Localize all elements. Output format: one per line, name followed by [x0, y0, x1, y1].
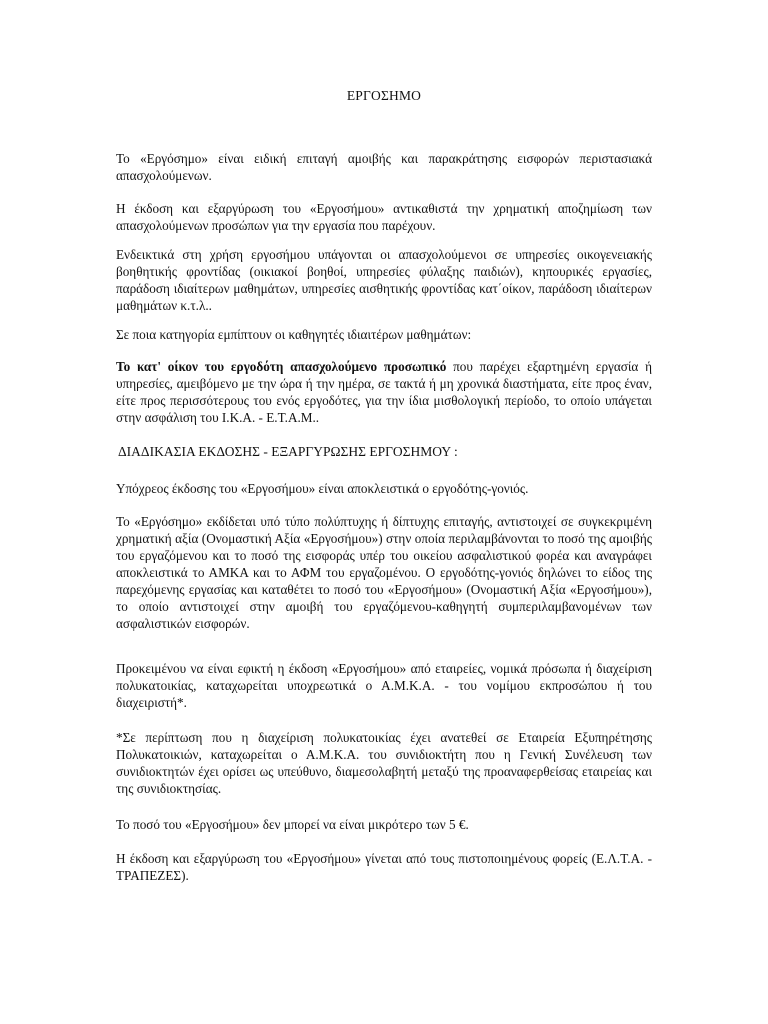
- paragraph-replacement: Η έκδοση και εξαργύρωση του «Εργοσήμου» αντικαθιστά την χρηματική αποζημίωση των απασχολούμενων προσώπων για την εργασία που παρέχουν.: [116, 201, 652, 233]
- document-page: [116, 0, 652, 1024]
- paragraph-minimum-amount: Το ποσό του «Εργοσήμου» δεν μπορεί να είναι μικρότερο των 5 €.: [116, 817, 469, 832]
- paragraph-category-bold: Το κατ' οίκον του εργοδότη απασχολούμενο προσωπικό: [116, 359, 447, 374]
- paragraph-footnote: *Σε περίπτωση που η διαχείριση πολυκατοικίας έχει ανατεθεί σε Εταιρεία Εξυπηρέτησης Πολυκατοικιών, καταχωρείται ο Α.Μ.Κ.Α. του συνιδιοκτήτη που η Γενική Συνέλευση των συνιδιοκτητών έχει ορίσει ως υπεύθυνο, διαμεσολαβητή μεταξύ της προαναφερθείσας εταιρείας και της συνιδιοκτησίας.: [116, 730, 652, 796]
- paragraph-certified-bodies: Η έκδοση και εξαργύρωση του «Εργοσήμου» γίνεται από τους πιστοποιημένους φορείς (Ε.Λ.Τ.Α. - ΤΡΑΠΕΖΕΣ).: [116, 851, 652, 883]
- section-heading: ΔΙΑΔΙΚΑΣΙΑ ΕΚΔΟΣΗΣ - ΕΞΑΡΓΥΡΩΣΗΣ ΕΡΓΟΣΗΜΟΥ :: [118, 444, 458, 459]
- paragraph-obligation: Υπόχρεος έκδοσης του «Εργοσήμου» είναι αποκλειστικά ο εργοδότης-γονιός.: [116, 481, 529, 496]
- document-title: ΕΡΓΟΣΗΜΟ: [346, 88, 422, 103]
- paragraph-category-rest: που παρέχει εξαρτημένη εργασία ή υπηρεσίες, αμειβόμενο με την ώρα ή την ημέρα, σε τακτά ή μη χρονικά διαστήματα, είτε προς έναν, είτε προς περισσότερους του ενός εργοδότες, για την ίδια μισθολογική περίοδο, το οποίο υπάγεται στην ασφάλιση του Ι.Κ.Α. - Ε.Τ.Α.Μ..: [116, 359, 652, 425]
- paragraph-issuance: Το «Εργόσημο» εκδίδεται υπό τύπο πολύπτυχης ή δίπτυχης επιταγής, αντιστοιχεί σε συγκεκριμένη χρηματική αξία (Ονομαστική Αξία «Εργοσήμου») στην οποία περιλαμβάνονται το ποσό της αμοιβής του εργαζόμενου και το ποσό της εισφοράς υπέρ του οικείου ασφαλιστικού φορέα και αναγράφει αποκλειστικά το ΑΜΚΑ και το ΑΦΜ του εργαζομένου. Ο εργοδότης-γονιός δηλώνει το είδος της παρεχόμενης εργασίας και καταθέτει το ποσό του «Εργοσήμου» (Ονομαστική Αξία «Εργοσήμου»), το οποίο αντιστοιχεί στην αμοιβή του εργαζόμενου-καθηγητή συμπεριλαμβανομένων των ασφαλιστικών εισφορών.: [116, 514, 652, 631]
- paragraph-examples: Ενδεικτικά στη χρήση εργοσήμου υπάγονται οι απασχολούμενοι σε υπηρεσίες οικογενειακής βοηθητικής φροντίδας (οικιακοί βοηθοί, υπηρεσίες φύλαξης παιδιών), κηπουρικές εργασίες, παράδοση ιδιαίτερων μαθημάτων, υπηρεσίες αισθητικής φροντίδας κατ΄οίκον, παράδοση ιδιαίτερων μαθημάτων κ.τ.λ..: [116, 247, 652, 313]
- paragraph-companies: Προκειμένου να είναι εφικτή η έκδοση «Εργοσήμου» από εταιρείες, νομικά πρόσωπα ή διαχείριση πολυκατοικίας, καταχωρείται υποχρεωτικά ο Α.Μ.Κ.Α. - του νομίμου εκπροσώπου ή του διαχειριστή*.: [116, 661, 652, 710]
- paragraph-question: Σε ποια κατηγορία εμπίπτουν οι καθηγητές ιδιαιτέρων μαθημάτων:: [116, 327, 472, 342]
- paragraph-category: [116, 358, 652, 426]
- paragraph-definition: Το «Εργόσημο» είναι ειδική επιταγή αμοιβής και παρακράτησης εισφορών περιστασιακά απασχολούμενων.: [116, 151, 652, 183]
